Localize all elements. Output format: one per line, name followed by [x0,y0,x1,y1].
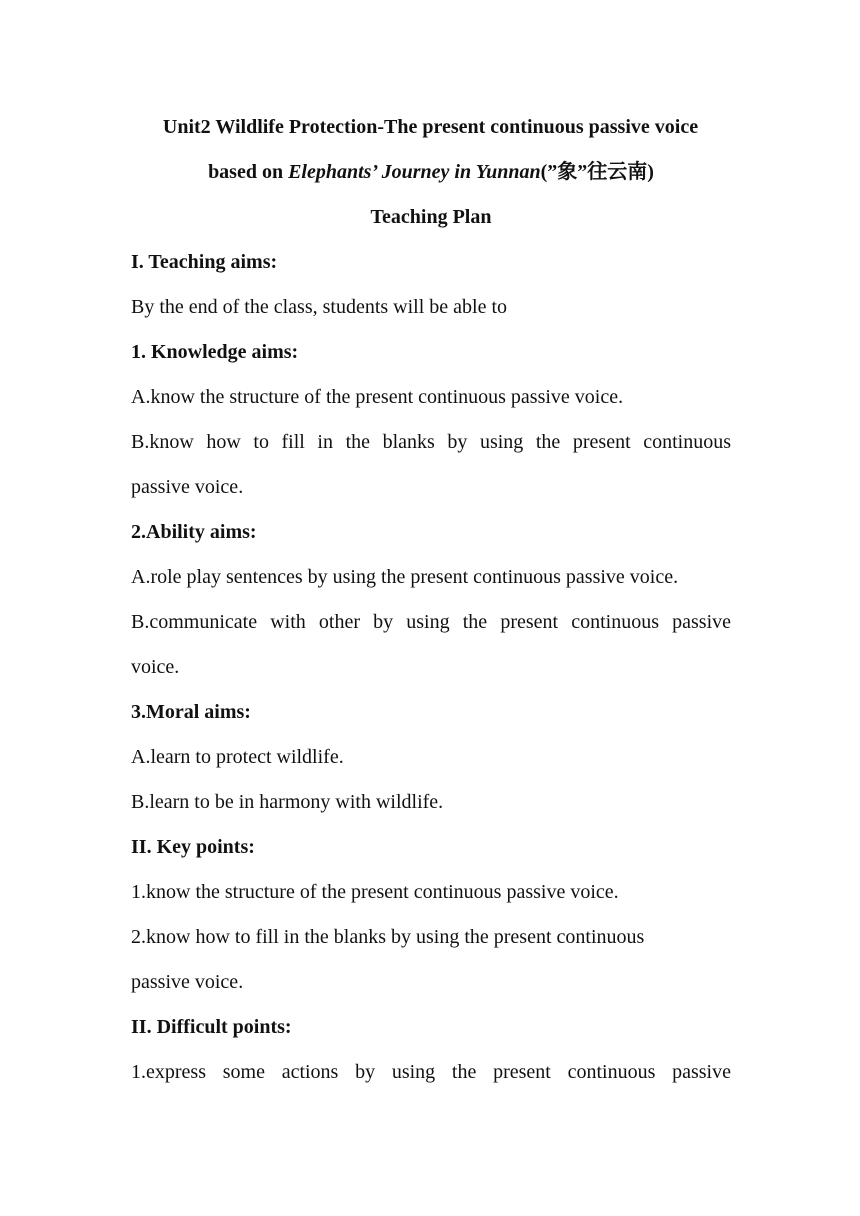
key-point-2-line-2: passive voice. [131,971,244,993]
knowledge-aims-heading: 1. Knowledge aims: [131,341,299,363]
difficult-point-1-line-1: 1.express some actions by using the present continuous passive [131,1061,731,1083]
section-heading-key-points: II. Key points: [131,836,255,858]
title-line-2-suffix: (”象”往云南) [540,161,654,183]
document-body [131,105,731,1095]
title-line-1: Unit2 Wildlife Protection-The present continuous passive voice [162,116,699,138]
subtitle: Teaching Plan [370,206,492,228]
teaching-aims-intro: By the end of the class, students will be able to [131,296,508,318]
key-point-1: 1.know the structure of the present continuous passive voice. [131,881,619,903]
key-point-2-line-1: 2.know how to fill in the blanks by using the present continuous [131,926,645,948]
moral-aim-a: A.learn to protect wildlife. [131,746,344,768]
section-heading-teaching-aims: I. Teaching aims: [131,251,278,273]
ability-aims-heading: 2.Ability aims: [131,521,257,543]
knowledge-aim-b-line-2: passive voice. [131,476,244,498]
moral-aims-heading: 3.Moral aims: [131,701,251,723]
ability-aim-b-line-2: voice. [131,656,180,678]
title-line-2-prefix: based on [208,161,289,183]
ability-aim-a: A.role play sentences by using the present continuous passive voice. [131,566,679,588]
knowledge-aim-b-line-1: B.know how to fill in the blanks by using the present continuous [131,431,731,453]
knowledge-aim-a: A.know the structure of the present continuous passive voice. [131,386,624,408]
title-line-2-italic: Elephants’ Journey in Yunnan [288,161,541,183]
title-line-2 [131,150,731,195]
section-heading-difficult-points: II. Difficult points: [131,1016,292,1038]
ability-aim-b-line-1: B.communicate with other by using the present continuous passive [131,611,731,633]
moral-aim-b: B.learn to be in harmony with wildlife. [131,791,444,813]
